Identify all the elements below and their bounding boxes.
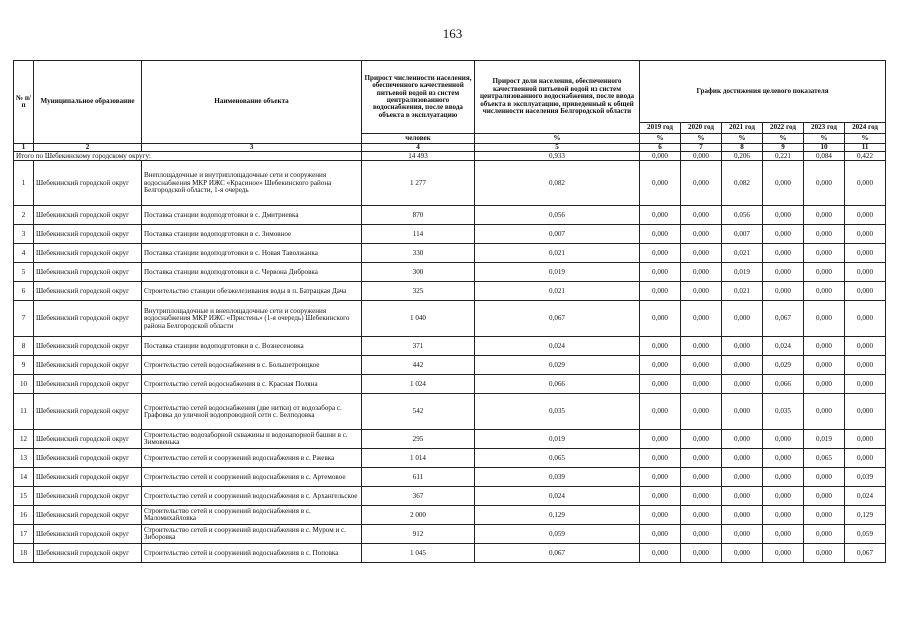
people-cell: 1 045 <box>362 544 475 563</box>
year-value-cell: 0,000 <box>722 449 763 468</box>
column-index: 6 <box>640 144 681 152</box>
column-index: 3 <box>142 144 362 152</box>
year-value-cell: 0,000 <box>640 394 681 430</box>
year-value-cell: 0,000 <box>640 449 681 468</box>
year-value-cell: 0,000 <box>640 206 681 225</box>
people-cell: 611 <box>362 468 475 487</box>
municipality-cell: Шебекинский городской округ <box>34 337 142 356</box>
table-row <box>14 544 886 563</box>
year-value-cell: 0,007 <box>722 225 763 244</box>
year-value-cell: 0,000 <box>681 449 722 468</box>
row-number: 3 <box>14 225 34 244</box>
year-value-cell: 0,000 <box>640 356 681 375</box>
total-year: 0,221 <box>763 152 804 161</box>
municipality-cell: Шебекинский городской округ <box>34 282 142 301</box>
row-number: 17 <box>14 525 34 544</box>
total-year: 0,422 <box>845 152 886 161</box>
year-value-cell: 0,000 <box>681 161 722 206</box>
year-value-cell: 0,000 <box>722 468 763 487</box>
year-value-cell: 0,129 <box>845 506 886 525</box>
people-cell: 367 <box>362 487 475 506</box>
year-value-cell: 0,021 <box>722 282 763 301</box>
year-value-cell: 0,000 <box>640 301 681 337</box>
year-value-cell: 0,000 <box>804 225 845 244</box>
people-cell: 912 <box>362 525 475 544</box>
municipality-cell: Шебекинский городской округ <box>34 206 142 225</box>
people-cell: 442 <box>362 356 475 375</box>
header-year: 2024 год <box>845 123 886 134</box>
year-value-cell: 0,059 <box>845 525 886 544</box>
object-name-cell: Строительство водозаборной скважины и водонапорной башни в с. Зимовенька <box>142 430 362 449</box>
share-cell: 0,019 <box>475 263 640 282</box>
object-name-cell: Строительство сетей водоснабжения в с. Большетроицкое <box>142 356 362 375</box>
year-value-cell: 0,000 <box>640 468 681 487</box>
object-name-cell: Поставка станции водоподготовки в с. Червона Дибровка <box>142 263 362 282</box>
column-index: 11 <box>845 144 886 152</box>
year-value-cell: 0,000 <box>681 337 722 356</box>
share-cell: 0,056 <box>475 206 640 225</box>
year-value-cell: 0,000 <box>845 263 886 282</box>
municipality-cell: Шебекинский городской округ <box>34 544 142 563</box>
people-cell: 1 040 <box>362 301 475 337</box>
year-value-cell: 0,000 <box>722 430 763 449</box>
total-year: 0,206 <box>722 152 763 161</box>
column-index: 5 <box>475 144 640 152</box>
year-value-cell: 0,000 <box>763 449 804 468</box>
municipality-cell: Шебекинский городской округ <box>34 356 142 375</box>
object-name-cell: Поставка станции водоподготовки в с. Новая Таволжанка <box>142 244 362 263</box>
year-value-cell: 0,000 <box>681 301 722 337</box>
year-value-cell: 0,000 <box>804 468 845 487</box>
table-row <box>14 225 886 244</box>
row-number: 6 <box>14 282 34 301</box>
object-name-cell: Строительство сетей водоснабжения в с. Красная Поляна <box>142 375 362 394</box>
year-value-cell: 0,000 <box>722 301 763 337</box>
header-schedule: График достижения целевого показателя <box>640 61 886 123</box>
year-value-cell: 0,000 <box>804 263 845 282</box>
column-index: 1 <box>14 144 34 152</box>
municipality-cell: Шебекинский городской округ <box>34 244 142 263</box>
year-value-cell: 0,000 <box>681 263 722 282</box>
year-value-cell: 0,000 <box>763 161 804 206</box>
table-row <box>14 161 886 206</box>
year-value-cell: 0,067 <box>845 544 886 563</box>
municipality-cell: Шебекинский городской округ <box>34 301 142 337</box>
object-name-cell: Строительство сетей и сооружений водоснабжения в с. Ржевка <box>142 449 362 468</box>
table-row <box>14 263 886 282</box>
year-value-cell: 0,000 <box>722 487 763 506</box>
year-value-cell: 0,000 <box>845 430 886 449</box>
people-cell: 1 024 <box>362 375 475 394</box>
row-number: 9 <box>14 356 34 375</box>
share-cell: 0,039 <box>475 468 640 487</box>
year-value-cell: 0,000 <box>845 356 886 375</box>
year-value-cell: 0,000 <box>845 282 886 301</box>
year-value-cell: 0,000 <box>640 225 681 244</box>
year-value-cell: 0,000 <box>845 161 886 206</box>
year-value-cell: 0,000 <box>681 487 722 506</box>
year-value-cell: 0,000 <box>681 356 722 375</box>
object-name-cell: Строительство сетей водоснабжения (две нитки) от водозабора с. Графовка до уличной водопроводной сети с. Белподовка <box>142 394 362 430</box>
table-row <box>14 282 886 301</box>
people-cell: 2 000 <box>362 506 475 525</box>
year-value-cell: 0,000 <box>640 337 681 356</box>
object-name-cell: Поставка станции водоподготовки в с. Вознесеновка <box>142 337 362 356</box>
people-cell: 1 014 <box>362 449 475 468</box>
people-cell: 295 <box>362 430 475 449</box>
year-value-cell: 0,000 <box>681 544 722 563</box>
total-people: 14 493 <box>362 152 475 161</box>
year-value-cell: 0,000 <box>763 525 804 544</box>
people-cell: 114 <box>362 225 475 244</box>
share-cell: 0,065 <box>475 449 640 468</box>
year-value-cell: 0,000 <box>763 506 804 525</box>
column-index: 2 <box>34 144 142 152</box>
people-cell: 870 <box>362 206 475 225</box>
municipality-cell: Шебекинский городской округ <box>34 161 142 206</box>
municipality-cell: Шебекинский городской округ <box>34 430 142 449</box>
year-value-cell: 0,000 <box>640 282 681 301</box>
share-cell: 0,067 <box>475 301 640 337</box>
unit-year-pct: % <box>640 134 681 144</box>
share-cell: 0,066 <box>475 375 640 394</box>
share-cell: 0,082 <box>475 161 640 206</box>
year-value-cell: 0,000 <box>804 244 845 263</box>
header-object: Наименование объекта <box>142 61 362 144</box>
row-number: 1 <box>14 161 34 206</box>
year-value-cell: 0,082 <box>722 161 763 206</box>
year-value-cell: 0,000 <box>681 394 722 430</box>
year-value-cell: 0,000 <box>763 282 804 301</box>
row-number: 5 <box>14 263 34 282</box>
municipality-cell: Шебекинский городской округ <box>34 225 142 244</box>
year-value-cell: 0,024 <box>845 487 886 506</box>
table-row <box>14 506 886 525</box>
unit-year-pct: % <box>804 134 845 144</box>
table-row <box>14 468 886 487</box>
municipality-cell: Шебекинский городской округ <box>34 506 142 525</box>
column-index: 9 <box>763 144 804 152</box>
municipality-cell: Шебекинский городской округ <box>34 525 142 544</box>
table-row <box>14 394 886 430</box>
year-value-cell: 0,000 <box>845 449 886 468</box>
object-name-cell: Внеплощадочные и внутриплощадочные сети и сооружения водоснабжения МКР ИЖС «Красиное» Шебекинского района Белгородской области, 1-я очередь <box>142 161 362 206</box>
year-value-cell: 0,000 <box>804 506 845 525</box>
year-value-cell: 0,000 <box>722 337 763 356</box>
year-value-cell: 0,000 <box>640 544 681 563</box>
people-cell: 325 <box>362 282 475 301</box>
year-value-cell: 0,000 <box>640 430 681 449</box>
year-value-cell: 0,000 <box>640 506 681 525</box>
people-cell: 1 277 <box>362 161 475 206</box>
year-value-cell: 0,000 <box>804 544 845 563</box>
total-year: 0,084 <box>804 152 845 161</box>
year-value-cell: 0,000 <box>722 375 763 394</box>
header-num: № п/п <box>14 61 34 144</box>
year-value-cell: 0,066 <box>763 375 804 394</box>
row-number: 15 <box>14 487 34 506</box>
year-value-cell: 0,067 <box>763 301 804 337</box>
row-number: 13 <box>14 449 34 468</box>
table-row <box>14 244 886 263</box>
total-label: Итого по Шебекинскому городскому округу: <box>14 152 362 161</box>
year-value-cell: 0,056 <box>722 206 763 225</box>
table-row <box>14 301 886 337</box>
year-value-cell: 0,000 <box>763 244 804 263</box>
year-value-cell: 0,000 <box>722 525 763 544</box>
object-name-cell: Поставка станции водоподготовки в с. Зимовное <box>142 225 362 244</box>
year-value-cell: 0,035 <box>763 394 804 430</box>
object-name-cell: Строительство станции обезжелезивания воды в п. Батрацкая Дача <box>142 282 362 301</box>
year-value-cell: 0,000 <box>640 244 681 263</box>
year-value-cell: 0,000 <box>804 394 845 430</box>
row-number: 11 <box>14 394 34 430</box>
row-number: 14 <box>14 468 34 487</box>
table-row <box>14 525 886 544</box>
year-value-cell: 0,000 <box>640 161 681 206</box>
table-row <box>14 449 886 468</box>
share-cell: 0,035 <box>475 394 640 430</box>
year-value-cell: 0,000 <box>845 301 886 337</box>
table-row <box>14 487 886 506</box>
year-value-cell: 0,000 <box>763 206 804 225</box>
row-number: 7 <box>14 301 34 337</box>
municipality-cell: Шебекинский городской округ <box>34 468 142 487</box>
year-value-cell: 0,000 <box>722 544 763 563</box>
year-value-cell: 0,000 <box>763 468 804 487</box>
year-value-cell: 0,000 <box>845 244 886 263</box>
year-value-cell: 0,000 <box>681 468 722 487</box>
target-indicator-table <box>13 60 886 563</box>
header-pop-growth: Прирост численности населения, обеспеченного качественной питьевой водой из систем централизованного водоснабжения, после ввода объекта в эксплуатацию <box>362 61 475 134</box>
row-number: 2 <box>14 206 34 225</box>
share-cell: 0,007 <box>475 225 640 244</box>
row-number: 16 <box>14 506 34 525</box>
year-value-cell: 0,000 <box>681 206 722 225</box>
year-value-cell: 0,000 <box>681 244 722 263</box>
year-value-cell: 0,000 <box>681 375 722 394</box>
row-number: 18 <box>14 544 34 563</box>
year-value-cell: 0,000 <box>640 525 681 544</box>
year-value-cell: 0,000 <box>804 375 845 394</box>
share-cell: 0,059 <box>475 525 640 544</box>
year-value-cell: 0,000 <box>763 487 804 506</box>
year-value-cell: 0,000 <box>640 375 681 394</box>
year-value-cell: 0,000 <box>722 356 763 375</box>
year-value-cell: 0,000 <box>763 225 804 244</box>
header-year: 2020 год <box>681 123 722 134</box>
row-number: 10 <box>14 375 34 394</box>
object-name-cell: Строительство сетей и сооружений водоснабжения в с. Архангельское <box>142 487 362 506</box>
year-value-cell: 0,000 <box>681 282 722 301</box>
page-number: 163 <box>442 26 463 41</box>
year-value-cell: 0,019 <box>722 263 763 282</box>
header-municipality: Муниципальное образование <box>34 61 142 144</box>
municipality-cell: Шебекинский городской округ <box>34 487 142 506</box>
share-cell: 0,067 <box>475 544 640 563</box>
table-row <box>14 375 886 394</box>
header-year: 2019 год <box>640 123 681 134</box>
object-name-cell: Внутриплощадочные и внеплощадочные сети и сооружения водоснабжения МКР ИЖС «Пристень» (1-я очередь) Шебекинского района Белгородской области <box>142 301 362 337</box>
total-year: 0,000 <box>640 152 681 161</box>
year-value-cell: 0,000 <box>804 161 845 206</box>
share-cell: 0,019 <box>475 430 640 449</box>
share-cell: 0,021 <box>475 282 640 301</box>
year-value-cell: 0,000 <box>640 487 681 506</box>
people-cell: 371 <box>362 337 475 356</box>
share-cell: 0,024 <box>475 487 640 506</box>
year-value-cell: 0,019 <box>804 430 845 449</box>
year-value-cell: 0,000 <box>722 394 763 430</box>
share-cell: 0,029 <box>475 356 640 375</box>
year-value-cell: 0,000 <box>804 356 845 375</box>
share-cell: 0,129 <box>475 506 640 525</box>
table-row <box>14 337 886 356</box>
year-value-cell: 0,000 <box>722 506 763 525</box>
year-value-cell: 0,029 <box>763 356 804 375</box>
year-value-cell: 0,024 <box>763 337 804 356</box>
year-value-cell: 0,039 <box>845 468 886 487</box>
unit-year-pct: % <box>722 134 763 144</box>
total-row <box>14 152 886 161</box>
table-row <box>14 356 886 375</box>
row-number: 8 <box>14 337 34 356</box>
municipality-cell: Шебекинский городской округ <box>34 449 142 468</box>
year-value-cell: 0,000 <box>845 394 886 430</box>
unit-pct: % <box>475 134 640 144</box>
column-index: 8 <box>722 144 763 152</box>
year-value-cell: 0,000 <box>681 506 722 525</box>
header-share-growth: Прирост доли населения, обеспеченного качественной питьевой водой из систем централизованного водоснабжения, после ввода объекта в эксплуатацию, приведенный к общей численности населения Белгородской области <box>475 61 640 134</box>
object-name-cell: Строительство сетей и сооружений водоснабжения в с. Артемовое <box>142 468 362 487</box>
year-value-cell: 0,065 <box>804 449 845 468</box>
people-cell: 330 <box>362 244 475 263</box>
column-index: 4 <box>362 144 475 152</box>
year-value-cell: 0,000 <box>681 430 722 449</box>
year-value-cell: 0,000 <box>763 263 804 282</box>
year-value-cell: 0,000 <box>845 337 886 356</box>
year-value-cell: 0,000 <box>763 430 804 449</box>
year-value-cell: 0,021 <box>722 244 763 263</box>
object-name-cell: Строительство сетей и сооружений водоснабжения в с. Маломихайловка <box>142 506 362 525</box>
column-index: 7 <box>681 144 722 152</box>
year-value-cell: 0,000 <box>804 487 845 506</box>
object-name-cell: Строительство сетей и сооружений водоснабжения в с. Муром и с. Зиборовка <box>142 525 362 544</box>
table-row <box>14 430 886 449</box>
column-index: 10 <box>804 144 845 152</box>
header-year: 2023 год <box>804 123 845 134</box>
year-value-cell: 0,000 <box>845 225 886 244</box>
year-value-cell: 0,000 <box>804 525 845 544</box>
total-year: 0,000 <box>681 152 722 161</box>
people-cell: 300 <box>362 263 475 282</box>
year-value-cell: 0,000 <box>845 206 886 225</box>
year-value-cell: 0,000 <box>804 206 845 225</box>
row-number: 12 <box>14 430 34 449</box>
year-value-cell: 0,000 <box>845 375 886 394</box>
total-share: 0,933 <box>475 152 640 161</box>
municipality-cell: Шебекинский городской округ <box>34 394 142 430</box>
unit-year-pct: % <box>763 134 804 144</box>
header-year: 2022 год <box>763 123 804 134</box>
object-name-cell: Поставка станции водоподготовки в с. Дмитриевка <box>142 206 362 225</box>
share-cell: 0,024 <box>475 337 640 356</box>
share-cell: 0,021 <box>475 244 640 263</box>
year-value-cell: 0,000 <box>804 337 845 356</box>
year-value-cell: 0,000 <box>763 544 804 563</box>
table-row <box>14 206 886 225</box>
unit-year-pct: % <box>845 134 886 144</box>
year-value-cell: 0,000 <box>681 525 722 544</box>
year-value-cell: 0,000 <box>804 282 845 301</box>
unit-people: человек <box>362 134 475 144</box>
object-name-cell: Строительство сетей и сооружений водоснабжения в с. Поповка <box>142 544 362 563</box>
year-value-cell: 0,000 <box>804 301 845 337</box>
municipality-cell: Шебекинский городской округ <box>34 375 142 394</box>
row-number: 4 <box>14 244 34 263</box>
year-value-cell: 0,000 <box>640 263 681 282</box>
year-value-cell: 0,000 <box>681 225 722 244</box>
unit-year-pct: % <box>681 134 722 144</box>
header-year: 2021 год <box>722 123 763 134</box>
people-cell: 542 <box>362 394 475 430</box>
municipality-cell: Шебекинский городской округ <box>34 263 142 282</box>
